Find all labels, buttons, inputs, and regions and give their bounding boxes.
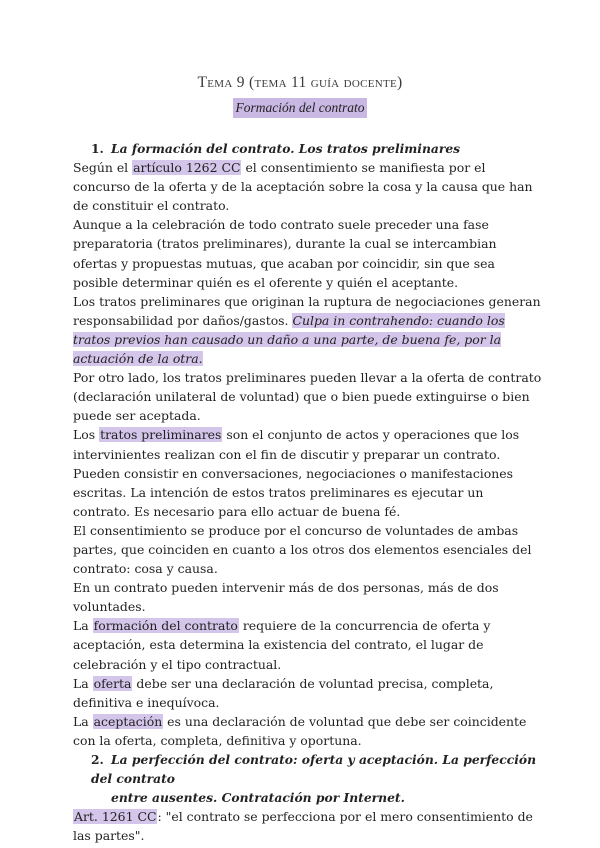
paragraph-11 [73,807,543,845]
paragraph-2: Aunque a la celebración de todo contrato suele preceder una fase preparatoria (tratos preliminares), durante la cual se intercambian ofertas y propuestas mutuas, que acaban por coincidir, sin que sea posible determinar quién es el oferente y quién el aceptante. [73,217,497,290]
paragraph-7: En un contrato pueden intervenir más de dos personas, más de dos voluntades. [73,580,499,615]
paragraph-1-text-a: Según el [73,160,133,176]
page-title: Tema 9 (tema 11 guía docente) [197,74,403,91]
paragraph-10-text-a: La [73,713,93,729]
paragraph-6: El consentimiento se produce por el concurso de voluntades de ambas partes, que coinciden en cuanto a los otros dos elementos esenciales del contrato: cosa y causa. [73,522,532,577]
paragraph-10-text-b: es una declaración de voluntad que debe ser coincidente con la oferta, completa, definitiva y oportuna. [73,713,527,748]
paragraph-3-text-a: Los tratos preliminares que originan la ruptura de negociaciones generan responsabilidad por daños/gastos. [73,293,541,328]
highlight-aceptacion: aceptación [93,713,163,729]
paragraph-5-text-b: son el conjunto de actos y operaciones que los intervinientes realizan con el fin de discutir y preparar un contrato. Pueden consistir en conversaciones, negociaciones o manifestaciones escritas. La intención de estos tratos preliminares es ejecutar un contrato. Es necesario para ello actuar de buena fé. [73,427,520,519]
highlight-oferta: oferta [93,675,132,691]
paragraph-5 [73,425,543,520]
paragraph-3 [73,292,543,368]
paragraph-5-text-a: Los [73,427,100,443]
paragraph-10 [73,712,543,750]
paragraph-4: Por otro lado, los tratos preliminares pueden llevar a la oferta de contrato (declaración unilateral de voluntad) que o bien puede extinguirse o bien puede ser aceptada. [73,370,542,424]
paragraph-8-text-a: La [73,618,93,634]
section-2-title-line-2: entre ausentes. Contratación por Internet. [111,790,405,806]
section-2-title-line-1: La perfección del contrato: oferta y aceptación. La perfección del contrato [91,752,537,787]
paragraph-8-text-b: requiere de la concurrencia de oferta y aceptación, esta determina la existencia del contrato, el lugar de celebración y el tipo contractual. [73,618,491,672]
highlight-articulo-1262: artículo 1262 CC [133,160,241,176]
paragraph-9-text-a: La [73,675,93,691]
section-2-heading [73,750,543,807]
section-2-number: 2. [91,752,104,767]
page-subtitle: Formación del contrato [233,98,368,118]
highlight-art-1261: Art. 1261 CC [74,809,157,825]
highlight-formacion-del-contrato: formación del contrato [93,618,238,634]
paragraph-9-text-b: debe ser una declaración de voluntad precisa, completa, definitiva e inequívoca. [73,675,494,710]
document-body [73,139,543,845]
paragraph-8 [73,616,543,673]
section-1-heading [73,139,543,158]
paragraph-1-text-b: el consentimiento se manifiesta por el concurso de la oferta y de la aceptación sobre la cosa y la causa que han de constituir el contrato. [73,160,533,214]
highlight-culpa-in-contrahendo: Culpa in contrahendo: cuando los tratos previos han causado un daño a una parte, de buena fe, por la actuación de la otra. [73,312,505,367]
section-1-title: La formación del contrato. Los tratos preliminares [111,141,461,156]
paragraph-1 [73,158,543,215]
section-1-number: 1. [91,141,104,156]
highlight-tratos-preliminares: tratos preliminares [100,427,222,443]
subtitle-wrapper [0,97,600,118]
paragraph-9 [73,674,543,712]
paragraph-11-text-b: : "el contrato se perfecciona por el mero consentimiento de las partes". [73,809,533,844]
